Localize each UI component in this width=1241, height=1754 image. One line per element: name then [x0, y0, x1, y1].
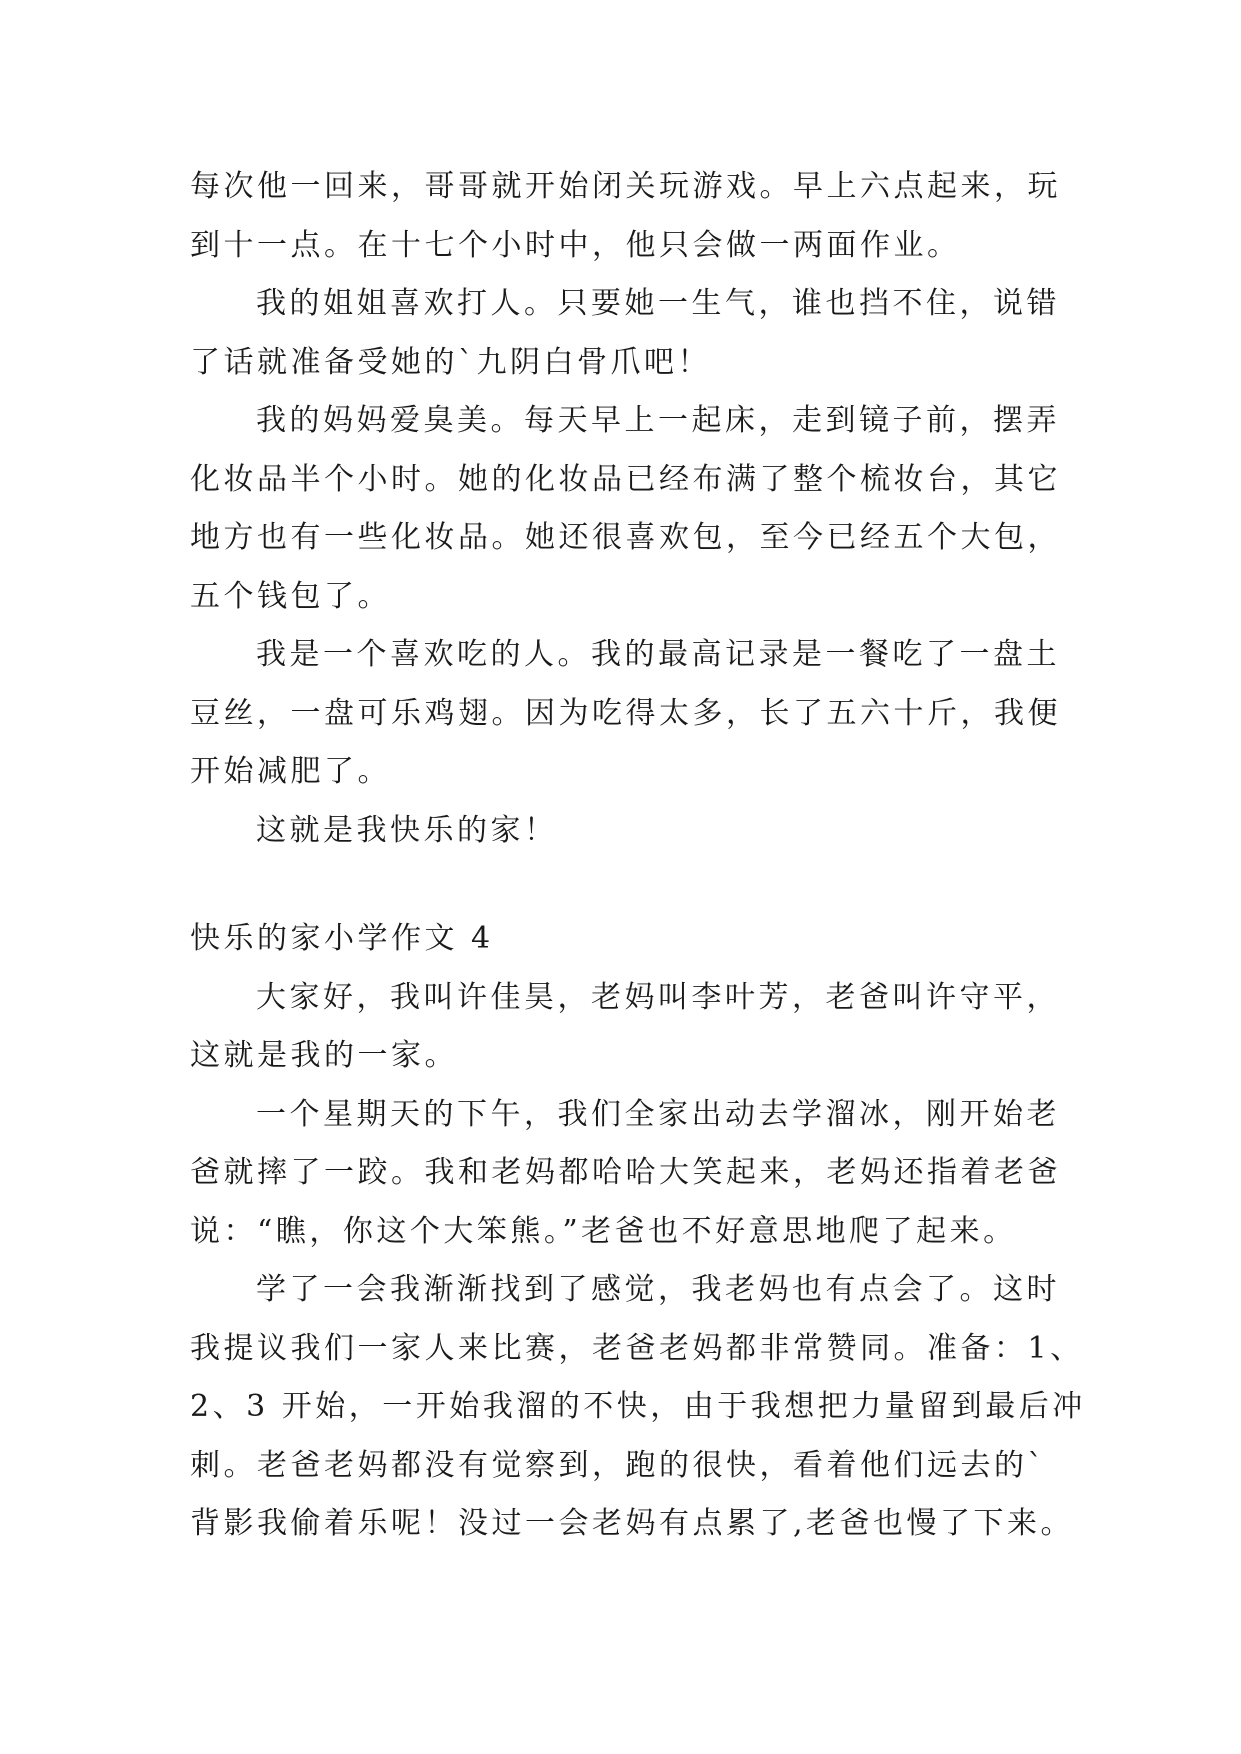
text-line: 豆丝，一盘可乐鸡翅。因为吃得太多，长了五六十斤，我便: [190, 695, 1061, 731]
essay-section-2: [190, 910, 1086, 1554]
text-line: 化妆品半个小时。她的化妆品已经布满了整个梳妆台，其它: [190, 461, 1061, 497]
section-title: 快乐的家小学作文 4: [190, 921, 494, 956]
text-line: 说：“瞧，你这个大笨熊。”老爸也不好意思地爬了起来。: [190, 1213, 1017, 1249]
text-line: 大家好，我叫许佳昊，老妈叫李叶芳，老爸叫许守平，: [256, 979, 1060, 1015]
text-line: 爸就摔了一跤。我和老妈都哈哈大笑起来，老妈还指着老爸: [190, 1155, 1061, 1190]
text-line: 地方也有一些化妆品。她还很喜欢包，至今已经五个大包，: [190, 520, 1061, 555]
text-line: 我的妈妈爱臭美。每天早上一起床，走到镜子前，摆弄: [256, 403, 1060, 438]
text-line: 五个钱包了。: [190, 578, 391, 614]
text-line: 我是一个喜欢吃的人。我的最高记录是一餐吃了一盘土: [256, 637, 1060, 672]
text-line: 了话就准备受她的`九阴白骨爪吧！: [190, 344, 711, 380]
text-line: 我的姐姐喜欢打人。只要她一生气，谁也挡不住，说错: [256, 286, 1060, 321]
text-line: 每次他一回来，哥哥就开始闭关玩游戏。早上六点起来，玩: [190, 169, 1061, 204]
text-line: 开始减肥了。: [190, 754, 391, 789]
text-line: 一个星期天的下午，我们全家出动去学溜冰，刚开始老: [256, 1096, 1060, 1132]
text-line: 学了一会我渐渐找到了感觉，我老妈也有点会了。这时: [256, 1272, 1060, 1307]
text-line: 这就是我的一家。: [190, 1038, 458, 1073]
text-line: 2、3 开始，一开始我溜的不快，由于我想把力量留到最后冲: [190, 1389, 1086, 1424]
text-line: 背影我偷着乐呢！没过一会老妈有点累了,老爸也慢了下来。: [190, 1506, 1075, 1541]
text-line: 这就是我快乐的家！: [256, 812, 558, 848]
essay-section-1: [190, 158, 1070, 860]
text-line: 到十一点。在十七个小时中，他只会做一两面作业。: [190, 227, 961, 263]
text-line: 刺。老爸老妈都没有觉察到，跑的很快，看着他们远去的`: [190, 1447, 1046, 1483]
text-line: 我提议我们一家人来比赛，老爸老妈都非常赞同。准备：1、: [190, 1330, 1084, 1366]
